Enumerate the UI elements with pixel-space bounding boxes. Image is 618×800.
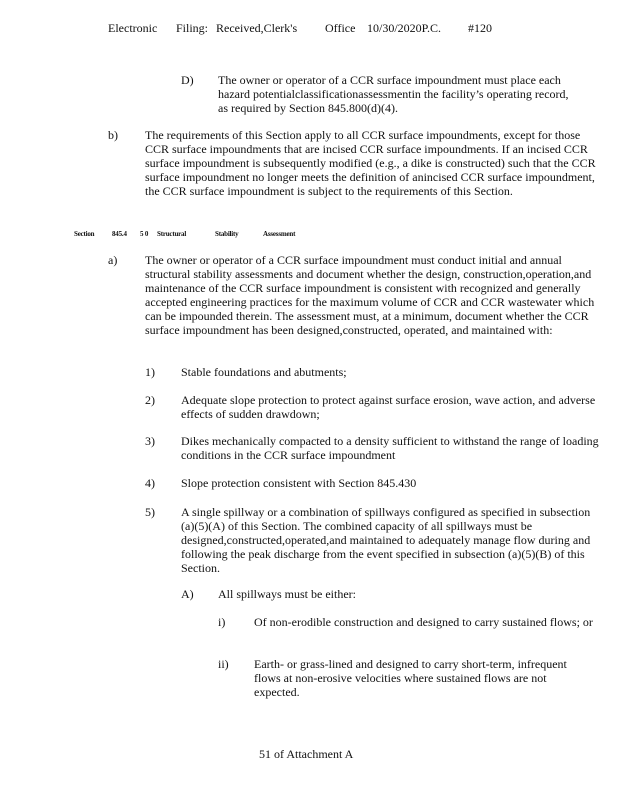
sub-item-4-label: 4) (145, 476, 155, 490)
roman-item-i-text: Of non-erodible construction and designed to carry sustained flows; or (254, 615, 593, 629)
sub-item-5-label: 5) (145, 505, 155, 519)
item-a-text: The owner or operator of a CCR surface impoundment must conduct initial and annual structural stability assessments and document whether the design, construction,operation,and maintenance of the CCR surface impoundment is consistent with recognized and generally accepted engineering practices for the maximum volume of CCR and CCR wastewater which can be impounded therein. The assessment must, at a minimum, document whether the CCR surface impoundment has been designed,constructed, operated, and maintained with: (145, 253, 595, 337)
roman-item-i-label: i) (218, 615, 226, 629)
item-d-label: D) (181, 73, 194, 87)
header-received: Received,Clerk's (216, 21, 298, 35)
sub-item-4-text: Slope protection consistent with Section 845.430 (181, 476, 417, 490)
page-footer: 51 of Attachment A (259, 747, 354, 761)
section-heading-number: 845.4 (112, 230, 127, 238)
section-heading-number-suffix: 5 0 (140, 230, 149, 238)
sub-item-2-text: Adequate slope protection to protect against surface erosion, wave action, and adverse effects of sudden drawdown; (181, 393, 596, 421)
section-heading-title-2: Stability (215, 230, 239, 238)
sub-item-1-text: Stable foundations and abutments; (181, 365, 347, 379)
header-office: Office (325, 21, 356, 35)
item-d-text: The owner or operator of a CCR surface impoundment must place each hazard potentialclassificationassessmentin the facility’s operating record, as required by Section 845.800(d)(4). (218, 73, 569, 115)
header-electronic: Electronic (108, 21, 158, 35)
roman-item-ii-text: Earth- or grass-lined and designed to carry short-term, infrequent flows at non-erosive velocities where sustained flows are not expected. (254, 657, 567, 699)
section-heading-word: Section (74, 230, 95, 238)
section-heading-title-1: Structural (157, 230, 187, 238)
item-a-label: a) (108, 253, 118, 267)
sub-item-1-label: 1) (145, 365, 155, 379)
roman-item-ii-label: ii) (218, 657, 229, 671)
sub-item-2-label: 2) (145, 393, 155, 407)
item-5a-label: A) (181, 587, 194, 601)
sub-item-3-text: Dikes mechanically compacted to a density sufficient to withstand the range of loading conditions in the CCR surface impoundment (181, 434, 599, 462)
sub-item-3-label: 3) (145, 434, 155, 448)
item-b-label: b) (108, 128, 118, 142)
header-filing: Filing: (176, 21, 209, 35)
header-date: 10/30/2020P.C. (367, 21, 442, 35)
item-5a-text: All spillways must be either: (218, 587, 356, 601)
header-number: #120 (468, 21, 492, 35)
section-heading-title-3: Assessment (263, 230, 296, 238)
sub-item-5-text: A single spillway or a combination of spillways configured as specified in subsection (a)(5)(A) of this Section. The combined capacity of all spillways must be designed,constructed,operated,and maintained to adequately manage flow during and following the peak discharge from the event specified in subsection (a)(5)(B) of this Section. (181, 505, 591, 575)
item-b-text: The requirements of this Section apply to all CCR surface impoundments, except for those CCR surface impoundments that are incised CCR surface impoundments. If an incised CCR surface impoundment is subsequently modified (e.g., a dike is constructed) such that the CCR surface impoundment no longer meets the definition of anincised CCR surface impoundment, the CCR surface impoundment is subject to the requirements of this Section. (145, 128, 596, 198)
